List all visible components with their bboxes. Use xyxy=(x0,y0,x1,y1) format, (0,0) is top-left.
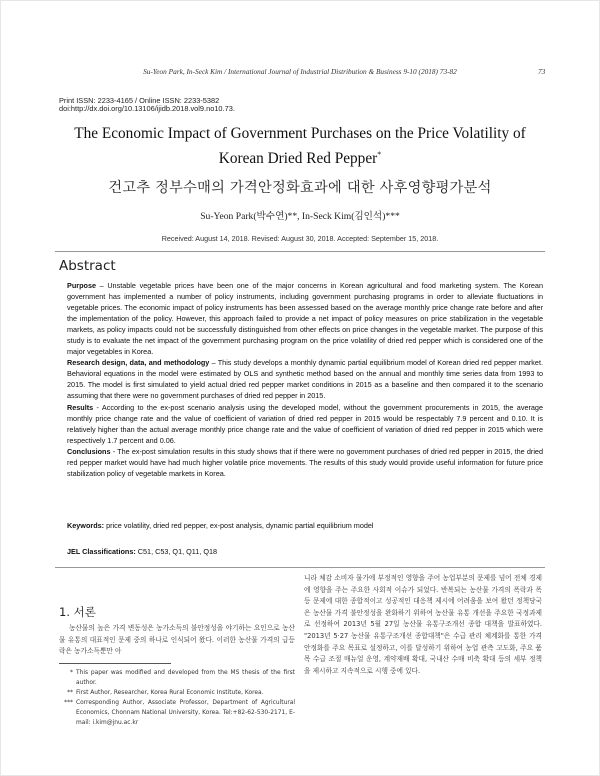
footnote-text: Corresponding Author, Associate Professor, Department of Agricultural Economics, Chonnam National University, Korea. Tel:+82-62-530-2171, E-mail: i.kim@jnu.ac.kr xyxy=(76,700,295,726)
page-number: 73 xyxy=(538,67,546,76)
conclusions-text: - The ex-post simulation results in this study shows that if there were no government purchases of dried red pepper in 2015, the dried red pepper market would have had much higher volatile price movements. The results of this study would provide useful information for future price stabilization policy of vegetable markets in Korea. xyxy=(67,446,543,478)
purpose-text: – Unstable vegetable prices have been one of the major concerns in Korean agricultural and food marketing system. The Korean government has implemented a number of policy instruments, including government purchasing programs in order to alleviate fluctuations in vegetable prices. The economic impact of policy instruments has been assessed based on the average monthly price change rate before and after the implementation of the policy. However, this approach failed to provide a net impact of policy measures on price stabilization in the vegetable markets, as policy impacts could not be successfully distinguished from other effects on price changes in the vegetable market. The purpose of this study is to evaluate the net impact of the government purchasing program on the price volatility of dried red pepper which is considered one of the major vegetables in Korea. xyxy=(67,281,543,357)
abstract-body xyxy=(67,280,543,479)
korean-title: 건고추 정부수매의 가격안정화효과에 대한 사후영향평가분석 xyxy=(108,180,492,196)
footnote-text: This paper was modified and developed from the MS thesis of the first author. xyxy=(76,670,295,686)
footnote xyxy=(59,698,295,728)
title-line-2-text: Korean Dried Red Pepper xyxy=(218,150,378,168)
divider-top xyxy=(55,251,545,252)
section-heading-introduction: 1. 서론 xyxy=(59,605,96,619)
title-footnote-mark[interactable]: * xyxy=(377,150,382,159)
jel-label: JEL Classifications: xyxy=(67,547,136,556)
doi-link[interactable]: doi:http://dx.doi.org/10.13106/ijidb.2018.vol9.no10.73. xyxy=(59,104,235,114)
footnote-text: First Author, Researcher, Korea Rural Economic Institute, Korea. xyxy=(76,690,264,696)
abstract-method xyxy=(67,357,543,401)
method-label: Research design, data, and methodology xyxy=(67,358,210,368)
conclusions-label: Conclusions xyxy=(67,446,111,456)
abstract-conclusions xyxy=(67,446,543,479)
results-text: - According to the ex-post scenario analysis using the developed model, without the government procurements in 2015, the average monthly price change rate and the value of coefficient of variation of dried red pepper in 2015 would be respectably 7.9 percent and 0.10. It is relatively higher than the actual average monthly price change rate and the value of coefficient of variation of dried red pepper in 2015 which were respectively 1.7 percent and 0.06. xyxy=(67,402,543,445)
abstract-results xyxy=(67,402,543,446)
keywords-label: Keywords: xyxy=(67,521,105,530)
author-list: Su-Yeon Park(박수연)**, In-Seck Kim(김인석)*** xyxy=(200,211,400,222)
footnotes xyxy=(59,668,295,728)
issn-block xyxy=(59,97,235,114)
publication-dates: Received: August 14, 2018. Revised: August 30, 2018. Accepted: September 15, 2018. xyxy=(161,234,439,243)
abstract-heading: Abstract xyxy=(59,258,116,274)
footnote xyxy=(59,688,295,698)
footnote-mark: *** xyxy=(64,700,73,706)
method-text: – This study develops a monthly dynamic partial equilibrium model of Korean dried red pepper market. Behavioral equations in the model were estimated by OLS and synthetic method based on the annual and monthly time series data from 1993 to 2015. The model is first simulated to yield actual dried red pepper market conditions in 2015 as a baseline and then compared it to the scenario assuming that there were no government purchases of dried red pepper in 2015. xyxy=(67,358,543,401)
title-line-1: The Economic Impact of Government Purchases on the Price Volatility of xyxy=(74,125,526,142)
running-head: Su-Yeon Park, In-Seck Kim / International Journal of Industrial Distribution & Business 9-10 (2018) 73-82 xyxy=(143,67,457,76)
footnote xyxy=(59,668,295,688)
abstract-purpose xyxy=(67,280,543,357)
title-line-2 xyxy=(40,144,560,169)
purpose-label: Purpose xyxy=(67,281,97,290)
left-column-text xyxy=(59,623,295,658)
keywords-text: price volatility, dried red pepper, ex-post analysis, dynamic partial equilibrium model xyxy=(104,521,374,530)
divider-bottom xyxy=(55,567,545,568)
paper-title xyxy=(40,123,560,169)
results-label: Results xyxy=(67,402,94,412)
issn-line: Print ISSN: 2233-4165 / Online ISSN: 2233-5382 xyxy=(59,96,220,105)
footnote-mark: * xyxy=(70,670,73,676)
intro-paragraph-right: 니라 체감 소비자 물가에 부정적인 영향을 주어 농업부분의 문제를 넘어 전체 경제에 영향을 주는 주요한 사회적 이슈가 되었다. 반복되는 농산물 가격의 폭락과 폭등 문제에 대한 종합적이고 성공적인 대응책 제시에 어려움을 보여 왔던 정책당국은 농산물 가격 불안정성을 완화하기 위하여 농산물 유통 개선을 주요한 국정과제로 선정하여 2013년 5월 27일 농산물 유통구조개선 종합 대책을 발표하였다. "2013년 5·27 농산물 유통구조개선 종합대책"은 수급 관리 체계화를 통한 가격 안정화를 주요 목표로 설정하고, 이를 달성하기 위하여 농업 관측 고도화, 주요 품목 수급 조절 매뉴얼 운영, 계약재배 확대, 국내산 수매 비축 확대 등의 세부 정책을 제시하고 지속적으로 시행 중에 있다. xyxy=(304,574,542,675)
footnote-mark: ** xyxy=(67,690,73,696)
keywords xyxy=(67,521,543,530)
jel-classifications xyxy=(67,547,543,556)
right-column-text xyxy=(304,573,542,677)
intro-paragraph-left: 농산물의 높은 가격 변동성은 농가소득의 불안정성을 야기하는 요인으로 농산물 유통의 대표적인 문제 중의 하나로 인식되어 왔다. 이러한 농산물 가격의 급등락은 농가소득뿐만 아 xyxy=(59,624,295,656)
footnote-divider xyxy=(59,663,171,664)
jel-text: C51, C53, Q1, Q11, Q18 xyxy=(135,547,218,556)
